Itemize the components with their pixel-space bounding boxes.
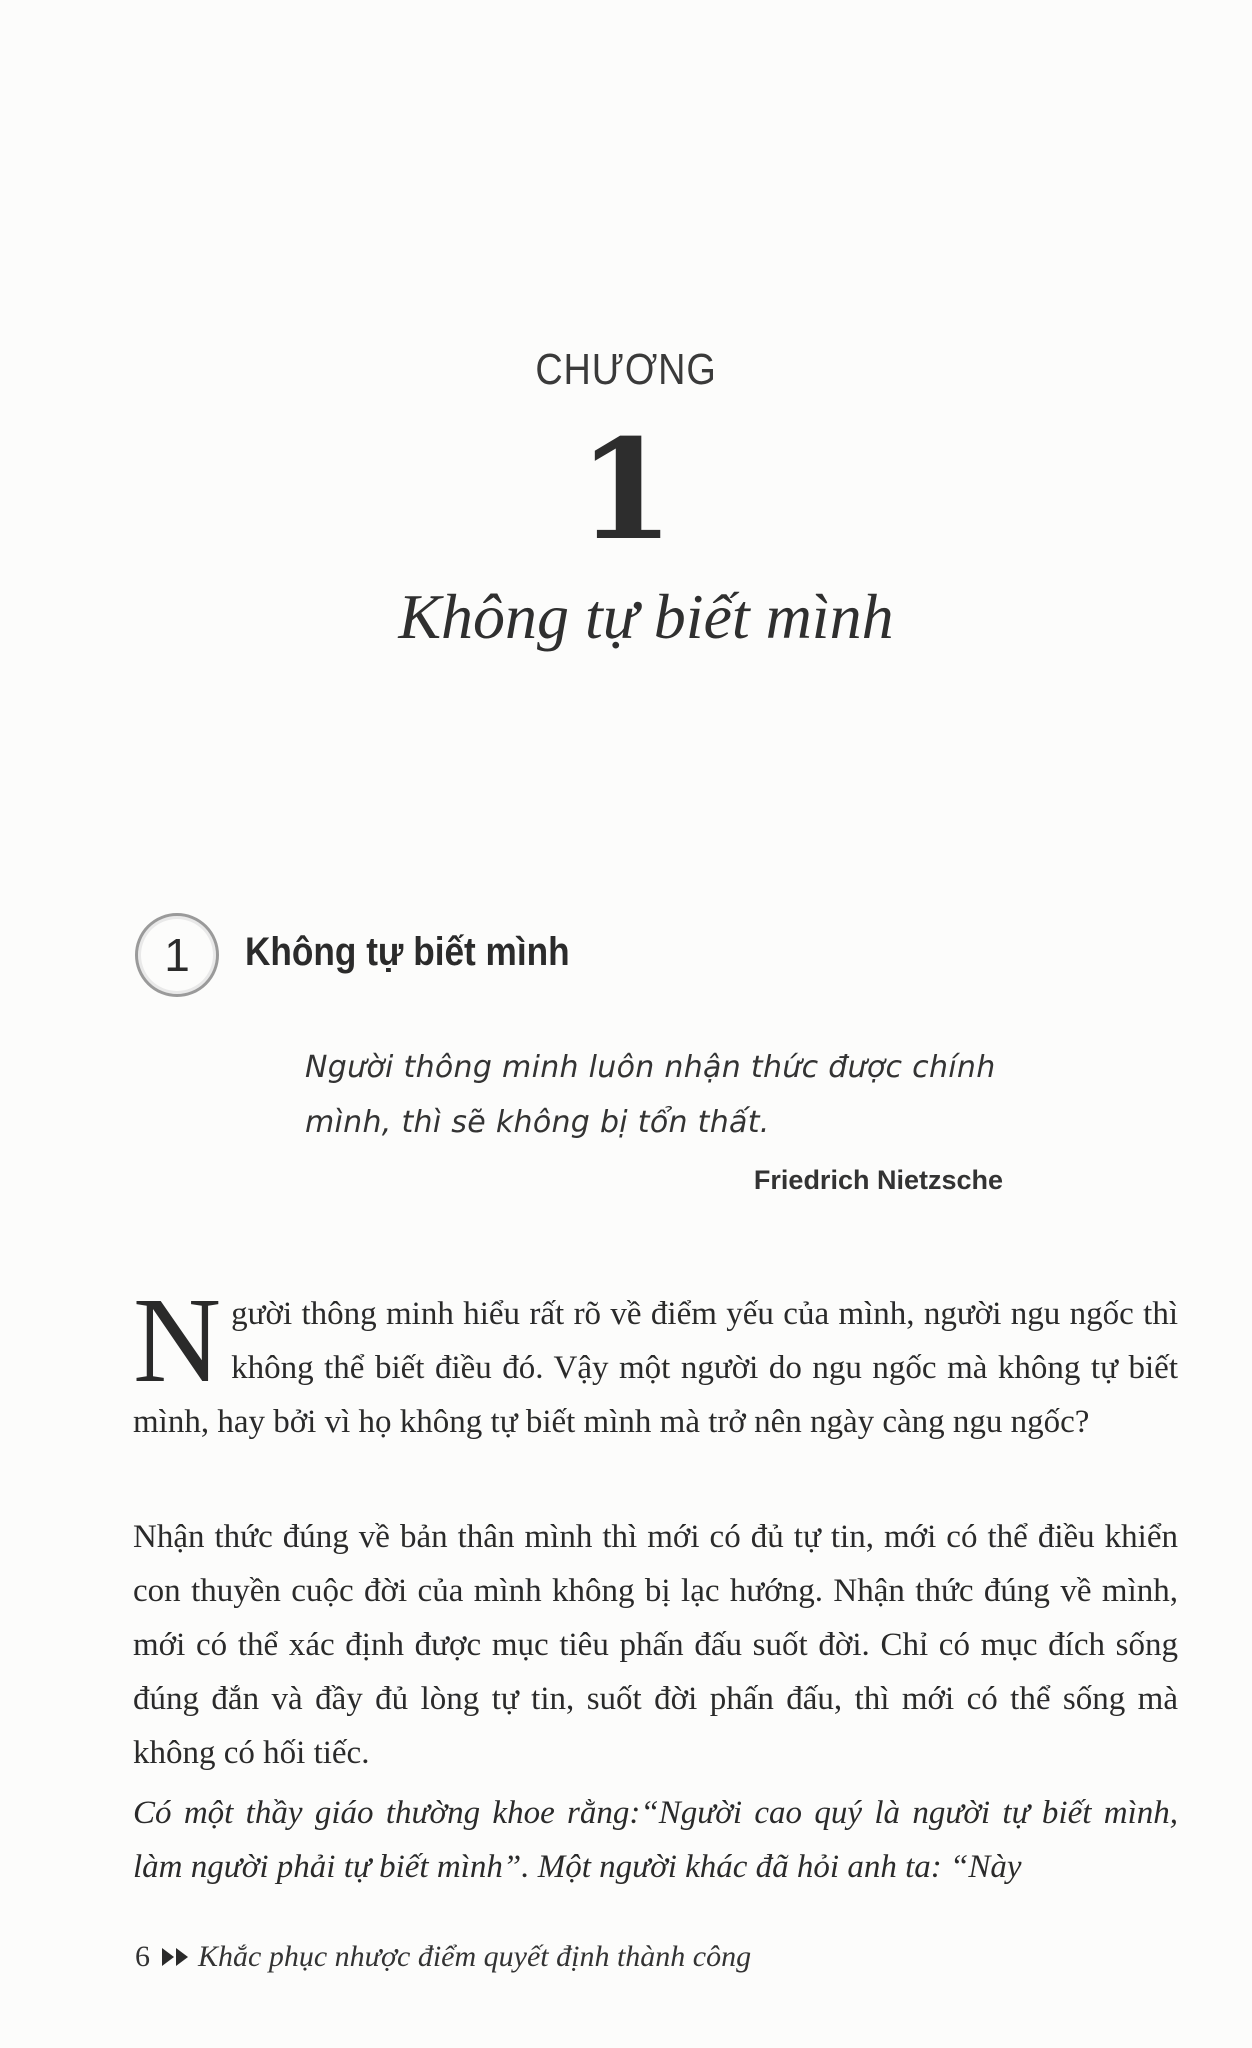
double-arrow-icon [162, 1948, 190, 1966]
section-title: Không tự biết mình [245, 930, 570, 974]
body-paragraph-3: Có một thầy giáo thường khoe rằng:“Người cao quý là người tự biết mình, làm người phải tự biết mình”. Một người khác đã hỏi anh ta: “Này [133, 1795, 1178, 1885]
epigraph-quote [305, 1040, 1025, 1150]
body-paragraph-2: Nhận thức đúng về bản thân mình thì mới có đủ tự tin, mới có thể điều khiển con thuyền cuộc đời của mình không bị lạc hướng. Nhận thức đúng về mình, mới có thể xác định được mục tiêu phấn đấu suốt đời. Chỉ có mục đích sống đúng đắn và đầy đủ lòng tự tin, suốt đời phấn đấu, thì mới có thể sống mà không có hối tiếc. [133, 1519, 1178, 1771]
drop-cap: N [133, 1273, 222, 1408]
body-paragraph-1 [133, 1273, 1178, 1449]
epigraph-line-1: Người thông minh luôn nhận thức được chính [305, 1050, 996, 1085]
chapter-label: CHƯƠNG [535, 345, 717, 394]
section-number: 1 [164, 929, 190, 981]
section-number-badge [135, 913, 219, 997]
page-footer [135, 1940, 751, 1974]
chapter-number: 1 [577, 408, 675, 571]
epigraph-line-2: mình, thì sẽ không bị tổn thất. [305, 1105, 770, 1140]
chapter-title: Không tự biết mình [398, 581, 894, 652]
page-number: 6 [135, 1940, 150, 1973]
epigraph-author: Friedrich Nietzsche [753, 1165, 1003, 1195]
running-book-title: Khắc phục nhược điểm quyết định thành công [198, 1940, 752, 1973]
paragraph-1-text: gười thông minh hiểu rất rõ về điểm yếu của mình, người ngu ngốc thì không thể biết điều đó. Vậy một người do ngu ngốc mà không tự biết mình, hay bởi vì họ không tự biết mình mà trở nên ngày càng ngu ngốc? [133, 1296, 1178, 1440]
